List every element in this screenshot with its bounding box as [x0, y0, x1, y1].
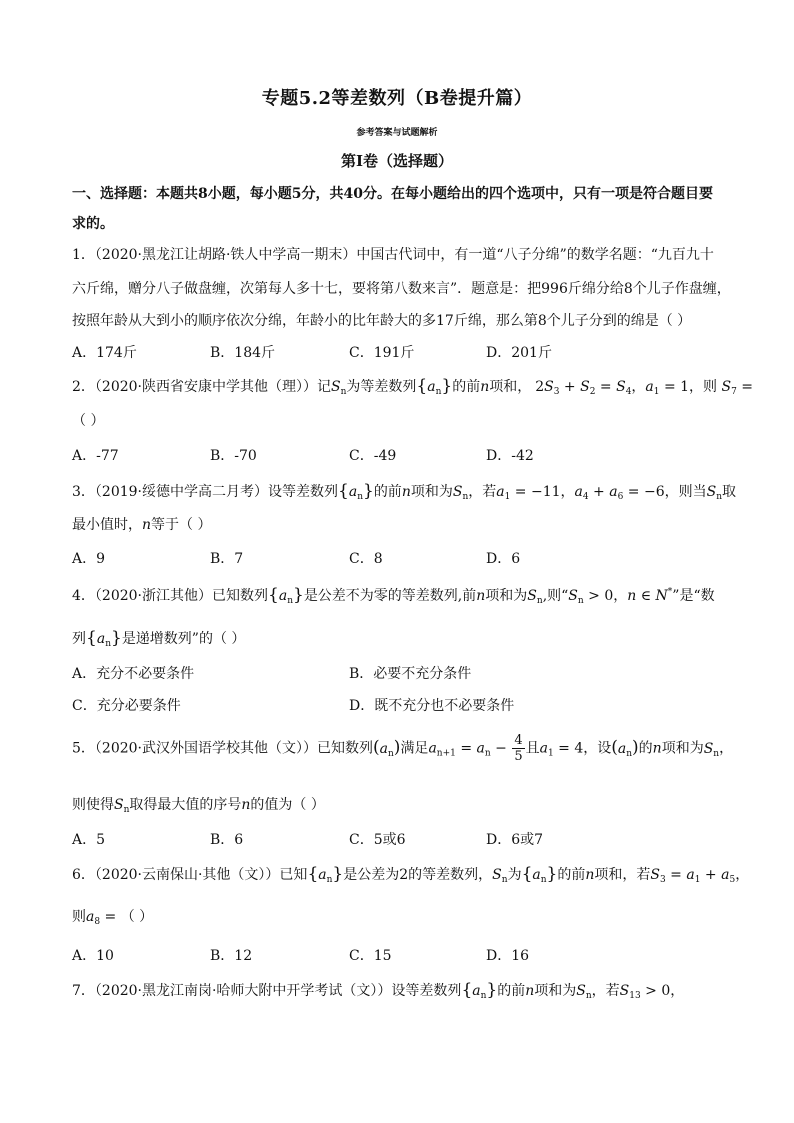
question-3-line-2: 最小值时，n等于（ ）: [72, 517, 212, 533]
q4-condition: $S_n > 0$，n ∈ N*: [568, 587, 673, 606]
question-2-option-b: B．-70: [210, 448, 257, 464]
q2-mid2: 的前: [452, 379, 481, 395]
question-1-line-1: 1．（2020·黑龙江让胡路·铁人中学高一期末）中国古代词中，有一道“八子分绵”的数学名题：“九百九十: [72, 247, 714, 263]
q2-condition: $2S_3 + S_2 = S_4$，$a_1 = 1$，则 $S_7$ =: [535, 379, 754, 397]
question-1-line-2: 六斤绵，赠分八子做盘缠，次第每人多十七，要将第八数来言”．题意是：把996斤绵分给8个儿子作盘缠，: [72, 281, 731, 297]
instructions-line-1: 一、选择题：本题共8小题，每小题5分，共40分。在每小题给出的四个选项中，只有一项是符合题目要: [72, 186, 713, 202]
instructions-line-2: 求的。: [72, 216, 114, 232]
question-2-option-a: A．-77: [72, 448, 119, 464]
question-3-option-c: C．8: [349, 551, 383, 567]
question-5-option-c: C．5或6: [349, 832, 406, 848]
question-5-line-2: 则使得$S_n$取得最大值的序号n的值为（ ）: [72, 797, 325, 815]
question-3-option-b: B．7: [210, 551, 244, 567]
q2-mid3: 项和，: [489, 379, 532, 395]
question-4-line-1: 4．（2020·浙江其他）已知数列$\{a_n\}$是公差不为零的等差数列,前n项和为$S_n$,则“$S_n > 0$，n ∈ N*”是“数: [72, 585, 715, 606]
question-7-line-1: 7．（2020·黑龙江南岗·哈师大附中开学考试（文））设等差数列$\{a_n\}$的前n项和为$S_n$，若$S_{13} > 0$，: [72, 980, 685, 1001]
question-2-option-c: C．-49: [349, 448, 397, 464]
question-4-line-2: 列$\{a_n\}$是递增数列”的（ ）: [72, 628, 246, 649]
question-3-option-a: A．9: [72, 551, 106, 567]
page-title: 专题5.2等差数列（B卷提升篇）: [261, 88, 533, 109]
question-6-option-a: A．10: [72, 948, 114, 964]
question-6-line-1: 6．（2020·云南保山·其他（文））已知$\{a_n\}$是公差为2的等差数列，$S_n$为$\{a_n\}$的前n项和，若$S_3 = a_1 + a_5$，: [72, 864, 750, 885]
q2-prefix: 2．（2020·陕西省安康中学其他（理））记: [72, 379, 331, 395]
question-1-option-b: B．184斤: [210, 345, 276, 361]
section-heading: 第Ⅰ卷（选择题）: [340, 152, 454, 170]
question-5-option-a: A．5: [72, 832, 106, 848]
q2-mid: 为等差数列: [346, 379, 417, 395]
question-4-option-a: A．充分不必要条件: [72, 666, 195, 682]
question-6-option-c: C．15: [349, 948, 392, 964]
question-1-line-3: 按照年龄从大到小的顺序依次分绵，年龄小的比年龄大的多17斤绵，那么第8个儿子分到的绵是（ ）: [72, 313, 692, 329]
question-5-option-b: B．6: [210, 832, 244, 848]
q3-condition: $a_1 = -11$，$a_4 + a_6 = -6$: [496, 484, 665, 502]
question-6-line-2: 则$a_8$ = （ ）: [72, 909, 154, 927]
question-5-line-1: 5．（2020·武汉外国语学校其他（文））已知数列$(a_n)$满足$a_{n+1} = a_n$ − $\frac{4}{5}$ 且$a_1 = 4$，设$(a_n)$的n项和为$S_n$，: [72, 733, 734, 764]
fraction-4-5: $\frac{4}{5}$: [514, 733, 523, 764]
page-subtitle: 参考答案与试题解析: [356, 128, 438, 138]
question-1-option-d: D．201斤: [486, 345, 552, 361]
question-2-line-1: 2．（2020·陕西省安康中学其他（理））记$S_n$为等差数列$\{a_n\}$的前n项和， $2S_3 + S_2 = S_4$，$a_1 = 1$，则 $S_7$ =: [72, 376, 754, 397]
question-2-option-d: D．-42: [486, 448, 534, 464]
question-2-line-2: （ ）: [72, 413, 105, 429]
question-4-option-d: D．既不充分也不必要条件: [349, 698, 515, 714]
question-1-option-c: C．191斤: [349, 345, 415, 361]
question-1-option-a: A．174斤: [72, 345, 137, 361]
question-6-option-d: D．16: [486, 948, 530, 964]
question-4-option-b: B．必要不充分条件: [349, 666, 472, 682]
question-3-line-1: 3．（2019·绥德中学高二月考）设等差数列$\{a_n\}$的前n项和为$S_n$，若$a_1 = -11$，$a_4 + a_6 = -6$，则当$S_n$取: [72, 481, 737, 502]
question-5-option-d: D．6或7: [486, 832, 544, 848]
question-6-option-b: B．12: [210, 948, 253, 964]
question-4-option-c: C．充分必要条件: [72, 698, 181, 714]
question-3-option-d: D．6: [486, 551, 521, 567]
